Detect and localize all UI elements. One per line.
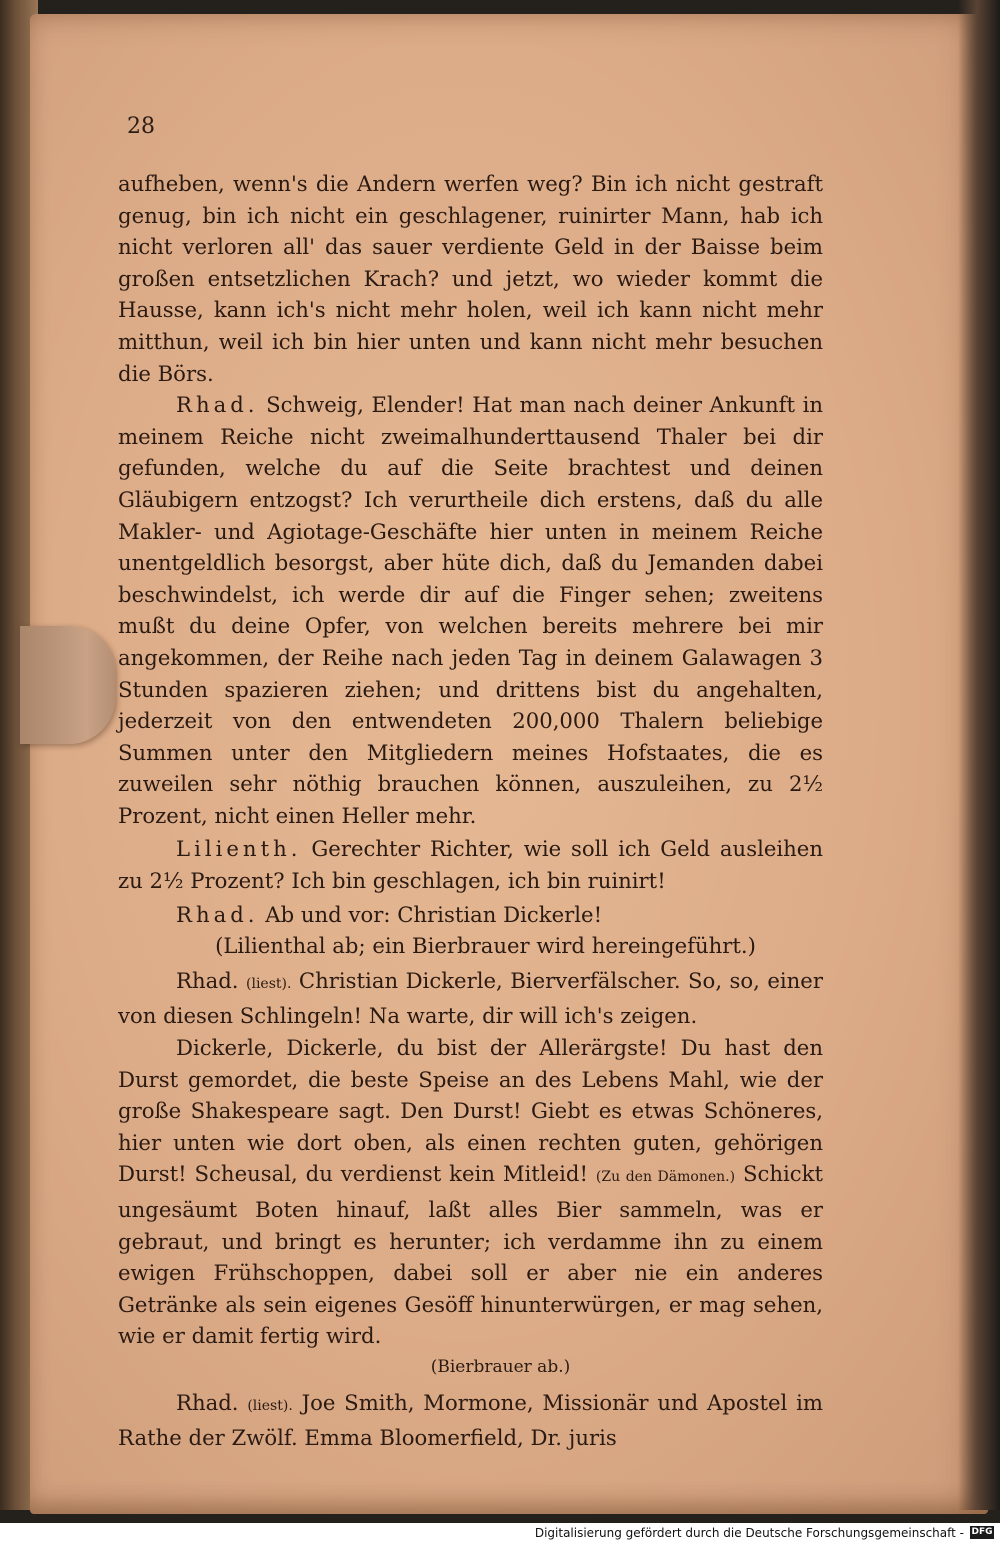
reading-note: (liest). <box>246 975 292 992</box>
paragraph-rhad-verdict <box>118 389 823 831</box>
bookmark-tab <box>20 626 115 744</box>
paragraph-lilienthal-speech <box>118 168 823 389</box>
paragraph-text: Gerechter Richter, wie soll ich Geld ausleihen zu 2½ Prozent? Ich bin geschlagen, ich bin ruinirt! <box>118 836 823 894</box>
speaker-name: Rhad. <box>176 1389 239 1415</box>
stage-direction: (Bierbrauer ab.) <box>430 1356 571 1377</box>
speaker-name: Rhad. <box>176 967 239 993</box>
speaker-name: Lilienth. <box>176 836 302 862</box>
speaker-name: Rhad. <box>176 901 259 927</box>
paragraph-lilienthal-reply <box>118 833 823 896</box>
paragraph-rhad-dickerle-continued <box>118 1032 823 1352</box>
paragraph-text: Christian Dickerle, Bierverfälscher. So, so, einer von diesen Schlingeln! Na warte, dir will ich's zeigen. <box>118 967 823 1029</box>
paragraph-text: Schickt ungesäumt Boten hinauf, laßt alles Bier sammeln, was er gebraut, und bringt es herunter; ich verdamme ihn zu einem ewigen Frühschoppen, dabei soll er aber nie ein anderes Getränke als sein eigenes Gesöff hinunterwürgen, er mag sehen, wie er damit fertig wird. <box>118 1161 823 1349</box>
paragraph-text: Dickerle, Dickerle, du bist der Allerärgste! Du hast den Durst gemordet, die beste Speise an des Lebens Mahl, wie der große Shakespeare sagt. Den Durst! Giebt es etwas Schöneres, hier unten wie dort oben, als einen rechten guten, gehörigen Durst! Scheusal, du verdienst kein Mitleid! <box>118 1035 823 1187</box>
paragraph-rhad-call <box>118 899 823 931</box>
binding-shadow <box>958 0 1000 1510</box>
paragraph-rhad-smith <box>118 1387 823 1454</box>
paragraph-text: Ab und vor: Christian Dickerle! <box>265 901 603 927</box>
paragraph-text: aufheben, wenn's die Andern werfen weg? Bin ich nicht gestraft genug, bin ich nicht ein geschlagener, ruinirter Mann, hab ich nicht verloren all' das sauer verdiente Geld in der Baisse beim großen entsetzlichen Krach? und jetzt, wo wieder kommt die Hausse, kann ich's nicht mehr holen, weil ich kann nicht mehr mitthun, weil ich bin hier unten und kann nicht mehr besuchen die Börs. <box>118 171 823 386</box>
speaker-name: Rhad. <box>176 392 259 418</box>
page-text <box>118 168 823 1454</box>
reading-note: (liest). <box>247 1397 293 1414</box>
paragraph-text: Schweig, Elender! Hat man nach deiner Ankunft in meinem Reiche nicht zweimalhunderttausend Thaler bei dir gefunden, welche du auf die Seite brachtest und deinen Gläubigern entzogst? Ich verurtheile dich erstens, daß du alle Makler- und Agiotage-Geschäfte hier unten in meinem Reiche unentgeldlich besorgst, aber hüte dich, daß du Jemanden dabei beschwindelst, ich werde dir auf die Finger sehen; zweitens mußt du deine Opfer, von welchen bereits mehrere bei mir angekommen, der Reihe nach jeden Tag in deinem Galawagen 3 Stunden spazieren ziehen; und drittens bist du angehalten, jederzeit von den entwendeten 200,000 Thalern beliebige Summen unter den Mitgliedern meines Hofstaates, die es zuweilen sehr nöthig brauchen können, auszuleihen, zu 2½ Prozent, nicht einen Heller mehr. <box>118 392 823 828</box>
stage-note: (Zu den Dämonen.) <box>595 1169 736 1186</box>
dfg-logo-icon: DFG <box>971 1527 993 1537</box>
paragraph-text: Joe Smith, Mormone, Missionär und Apostel im Rathe der Zwölf. Emma Bloomerfield, Dr. juris <box>118 1389 823 1451</box>
stage-direction: (Lilienthal ab; ein Bierbrauer wird hereingeführt.) <box>215 933 756 959</box>
funding-notice: Digitalisierung gefördert durch die Deutsche Forschungsgemeinschaft - <box>534 1526 964 1540</box>
paragraph-rhad-dickerle <box>118 965 823 1032</box>
page-number: 28 <box>127 114 155 139</box>
